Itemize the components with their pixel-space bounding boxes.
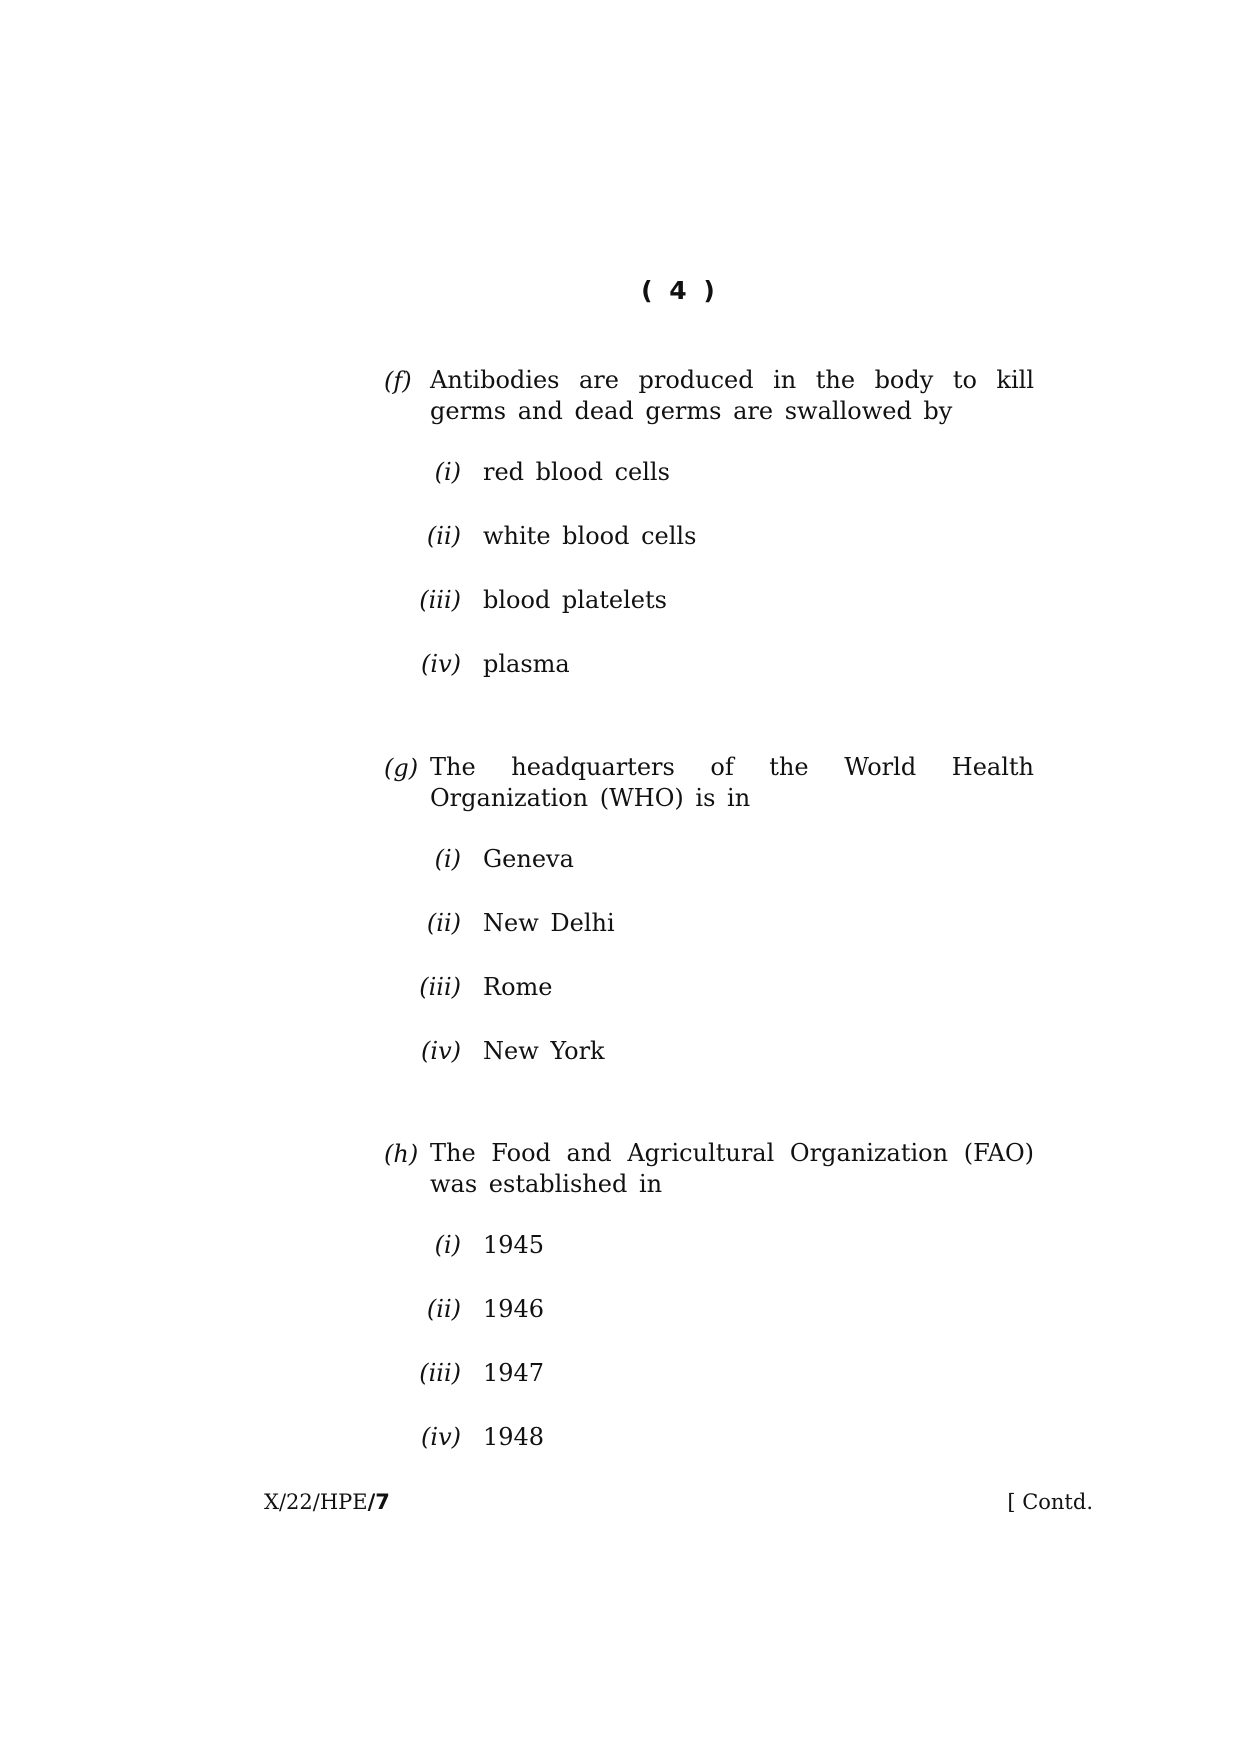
option-text: 1947 bbox=[483, 1359, 545, 1387]
option-text: New York bbox=[483, 1037, 605, 1065]
option-text: plasma bbox=[483, 650, 570, 678]
paper-code bbox=[264, 1490, 390, 1514]
option-label: (i) bbox=[434, 458, 461, 486]
paper-code-prefix: X/22/HPE bbox=[264, 1490, 368, 1514]
option-label: (iii) bbox=[419, 973, 461, 1001]
option-label: (ii) bbox=[426, 522, 461, 550]
option-g-ii bbox=[384, 907, 1034, 971]
question-text-line: germs and dead germs are swallowed by bbox=[430, 397, 953, 425]
option-label: (iv) bbox=[421, 1037, 461, 1065]
option-text: 1946 bbox=[483, 1295, 545, 1323]
question-label: (f) bbox=[384, 367, 412, 395]
option-label: (iv) bbox=[421, 650, 461, 678]
question-text bbox=[430, 365, 1034, 427]
question-text-line: was established in bbox=[430, 1170, 663, 1198]
option-text: Rome bbox=[483, 973, 553, 1001]
option-label: (ii) bbox=[426, 909, 461, 937]
option-g-iii bbox=[384, 971, 1034, 1035]
question-text bbox=[430, 752, 1034, 814]
option-g-i bbox=[384, 843, 1034, 907]
question-f bbox=[384, 365, 1034, 712]
question-text-line: The headquarters of the World Health bbox=[430, 753, 1034, 781]
option-f-iii bbox=[384, 584, 1034, 648]
question-label: (g) bbox=[384, 754, 419, 782]
option-text: 1945 bbox=[483, 1231, 545, 1259]
option-label: (iv) bbox=[421, 1423, 461, 1451]
option-h-ii bbox=[384, 1293, 1034, 1357]
option-label: (iii) bbox=[419, 586, 461, 614]
option-text: blood platelets bbox=[483, 586, 667, 614]
option-f-i bbox=[384, 456, 1034, 520]
option-g-iv bbox=[384, 1035, 1034, 1099]
paper-code-suffix: /7 bbox=[367, 1490, 390, 1514]
option-f-ii bbox=[384, 520, 1034, 584]
question-h bbox=[384, 1138, 1034, 1485]
option-label: (i) bbox=[434, 1231, 461, 1259]
options-list bbox=[384, 843, 1034, 1099]
question-text-line: Organization (WHO) is in bbox=[430, 784, 751, 812]
option-text: red blood cells bbox=[483, 458, 670, 486]
option-text: New Delhi bbox=[483, 909, 615, 937]
option-text: 1948 bbox=[483, 1423, 545, 1451]
option-h-i bbox=[384, 1229, 1034, 1293]
option-label: (iii) bbox=[419, 1359, 461, 1387]
continued-note: [ Contd. bbox=[1007, 1490, 1093, 1514]
page-number: ( 4 ) bbox=[641, 276, 719, 305]
question-text-line: Antibodies are produced in the body to kill bbox=[430, 366, 1034, 394]
options-list bbox=[384, 1229, 1034, 1485]
question-label: (h) bbox=[384, 1140, 419, 1168]
option-label: (i) bbox=[434, 845, 461, 873]
option-label: (ii) bbox=[426, 1295, 461, 1323]
options-list bbox=[384, 456, 1034, 712]
question-g bbox=[384, 752, 1034, 1099]
option-text: Geneva bbox=[483, 845, 574, 873]
question-text bbox=[430, 1138, 1034, 1200]
option-f-iv bbox=[384, 648, 1034, 712]
option-text: white blood cells bbox=[483, 522, 697, 550]
option-h-iii bbox=[384, 1357, 1034, 1421]
option-h-iv bbox=[384, 1421, 1034, 1485]
question-text-line: The Food and Agricultural Organization (FAO) bbox=[430, 1139, 1034, 1167]
